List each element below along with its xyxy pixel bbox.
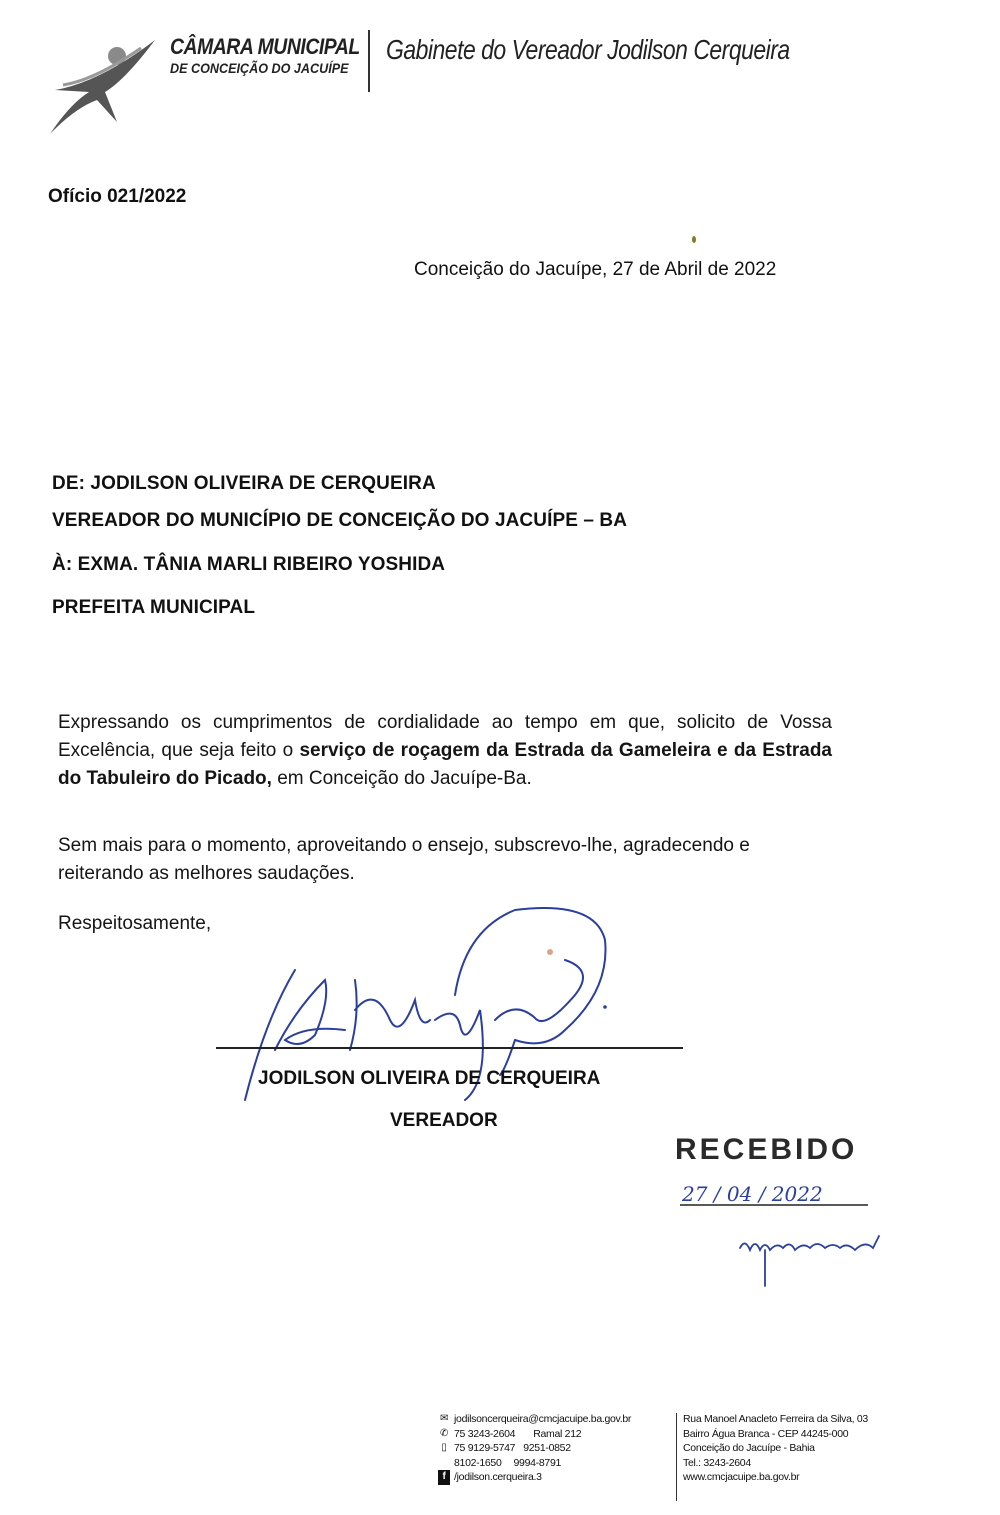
footer-email: jodilsoncerqueira@cmcjacuipe.ba.gov.br — [454, 1413, 632, 1425]
footer-extension: Ramal 212 — [533, 1427, 582, 1440]
footer-mobile2: 9251-0852 — [523, 1442, 571, 1454]
body-paragraph-1 — [58, 709, 832, 793]
office-title: Gabinete do Vereador Jodilson Cerqueira — [386, 34, 790, 65]
recipient-role: PREFEITA MUNICIPAL — [52, 597, 256, 618]
received-stamp: RECEBIDO — [675, 1133, 858, 1166]
envelope-icon: ✉ — [439, 1413, 449, 1424]
place-date: Conceição do Jacuípe, 27 de Abril de 2022 — [414, 259, 777, 280]
footer-address1: Rua Manoel Anacleto Ferreira da Silva, 03 — [683, 1413, 868, 1425]
received-date-text: 27 / 04 / 2022 — [682, 1182, 823, 1206]
chamber-name: CÂMARA MUNICIPAL — [170, 34, 360, 59]
footer-phone: 75 3243-2604 — [454, 1427, 516, 1440]
footer-mobile1: 75 9129-5747 — [454, 1442, 516, 1454]
header-divider — [368, 30, 370, 92]
closing: Respeitosamente, — [58, 913, 212, 934]
footer-address3: Conceição do Jacuípe - Bahia — [683, 1442, 815, 1454]
document-number: Ofício 021/2022 — [48, 186, 187, 207]
paper-speck — [692, 236, 696, 243]
signer-role: VEREADOR — [390, 1110, 498, 1131]
phone-icon: ✆ — [439, 1427, 449, 1439]
received-date — [680, 1175, 870, 1215]
p1-start: Expressando os cumprimentos de cordialidade ao tempo em que, solicito de Vossa Excelência, que seja feito o — [58, 712, 832, 761]
recipient: À: EXMA. TÂNIA MARLI RIBEIRO YOSHIDA — [52, 554, 446, 575]
footer-mobile3: 8102-1650 — [454, 1456, 502, 1469]
p1-end: em Conceição do Jacuípe-Ba. — [271, 768, 532, 789]
footer-address2: Bairro Água Branca - CEP 44245-000 — [683, 1427, 849, 1440]
mobile-icon: ▯ — [441, 1442, 447, 1453]
sender: DE: JODILSON OLIVEIRA DE CERQUEIRA — [52, 473, 436, 494]
footer-social: /jodilson.cerqueira.3 — [454, 1471, 542, 1483]
signer-name: JODILSON OLIVEIRA DE CERQUEIRA — [258, 1068, 601, 1089]
contact-block — [438, 1412, 674, 1485]
signature-line — [216, 1047, 683, 1049]
receiver-rubric — [735, 1228, 885, 1288]
footer-website: www.cmcjacuipe.ba.gov.br — [683, 1471, 800, 1483]
p1-bold: serviço de roçagem da Estrada da Gameleira e da Estrada do Tabuleiro do Picado, — [58, 740, 833, 789]
chamber-city: DE CONCEIÇÃO DO JACUÍPE — [170, 60, 349, 76]
footer-mobile4: 9994-8791 — [513, 1456, 562, 1469]
facebook-icon: f — [438, 1470, 450, 1485]
chamber-logo — [45, 30, 165, 140]
footer-tel: Tel.: 3243-2604 — [683, 1456, 751, 1469]
body-paragraph-2: Sem mais para o momento, aproveitando o ensejo, subscrevo-lhe, agradecendo e reiterando as melhores saudações. — [58, 835, 750, 884]
address-block — [683, 1412, 913, 1485]
sender-role: VEREADOR DO MUNICÍPIO DE CONCEIÇÃO DO JACUÍPE – BA — [52, 510, 628, 531]
footer-divider — [676, 1413, 677, 1501]
